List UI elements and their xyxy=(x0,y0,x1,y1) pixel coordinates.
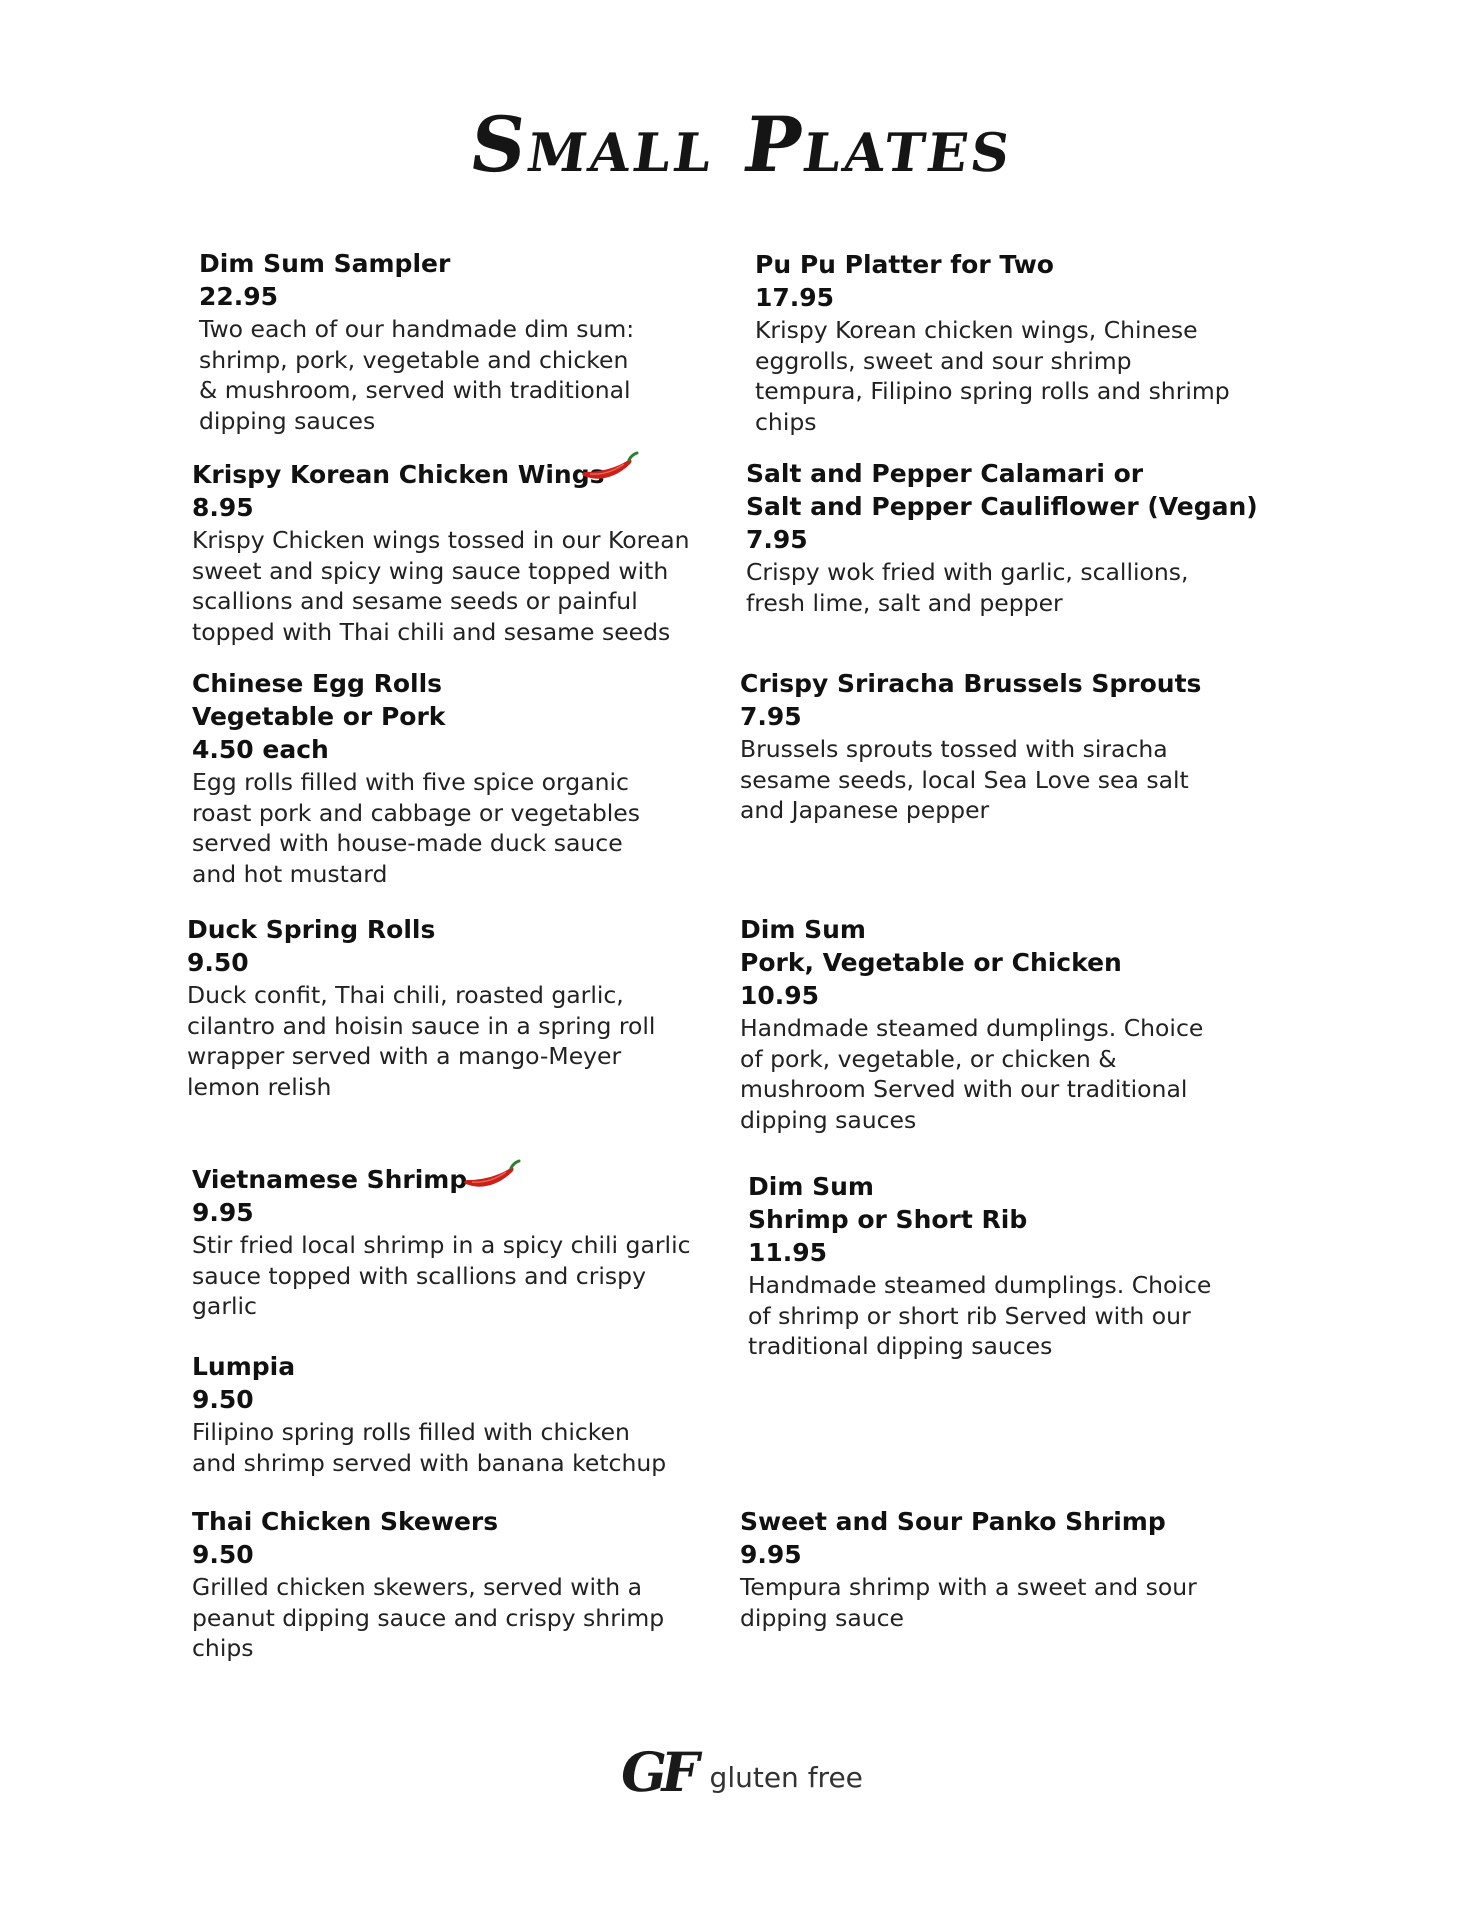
item-price: 4.50 each xyxy=(192,735,329,764)
menu-item-krispy-korean-chicken-wings xyxy=(192,458,732,647)
item-name: Pu Pu Platter for Two xyxy=(755,250,1054,279)
chili-pepper-icon xyxy=(462,1158,522,1192)
gluten-free-logo: GF xyxy=(615,1740,700,1804)
item-name: Vietnamese Shrimp xyxy=(192,1165,468,1194)
item-price: 9.50 xyxy=(187,948,249,977)
item-name: Sweet and Sour Panko Shrimp xyxy=(740,1507,1166,1536)
item-name: Thai Chicken Skewers xyxy=(192,1507,499,1536)
menu-item-crispy-sriracha-brussels-sprouts xyxy=(740,667,1240,826)
item-description: Filipino spring rolls filled with chicken and shrimp served with banana ketchup xyxy=(192,1418,667,1477)
item-description: Handmade steamed dumplings. Choice of pork, vegetable, or chicken & mushroom Served with our traditional dipping sauces xyxy=(740,1014,1204,1134)
item-description: Krispy Chicken wings tossed in our Korean sweet and spicy wing sauce topped with scallions and sesame seeds or painful topped with Thai chili and sesame seeds xyxy=(192,526,690,646)
item-price: 9.95 xyxy=(740,1540,802,1569)
menu-item-dim-sum-shrimp-short-rib xyxy=(748,1170,1268,1362)
item-price: 11.95 xyxy=(748,1238,828,1267)
item-name: Dim Sum Shrimp or Short Rib xyxy=(748,1172,1028,1234)
gluten-free-legend xyxy=(0,1740,1484,1804)
item-price: 9.50 xyxy=(192,1540,254,1569)
item-price: 9.95 xyxy=(192,1198,254,1227)
item-name: Chinese Egg Rolls Vegetable or Pork xyxy=(192,669,446,731)
item-price: 7.95 xyxy=(746,525,808,554)
item-name: Dim Sum Pork, Vegetable or Chicken xyxy=(740,915,1122,977)
item-price: 17.95 xyxy=(755,283,835,312)
chili-pepper-icon xyxy=(580,450,640,484)
menu-item-lumpia xyxy=(192,1350,692,1478)
menu-item-dim-sum-pork-vegetable-chicken xyxy=(740,913,1260,1135)
item-description: Tempura shrimp with a sweet and sour dipping sauce xyxy=(740,1573,1197,1632)
menu-item-pu-pu-platter xyxy=(755,248,1275,437)
item-description: Duck confit, Thai chili, roasted garlic, cilantro and hoisin sauce in a spring roll wrapper served with a mango-Meyer lemon relish xyxy=(187,981,656,1101)
menu-item-dim-sum-sampler xyxy=(199,247,699,436)
item-description: Handmade steamed dumplings. Choice of shrimp or short rib Served with our traditional dipping sauces xyxy=(748,1271,1212,1360)
item-description: Crispy wok fried with garlic, scallions, fresh lime, salt and pepper xyxy=(746,558,1189,617)
item-description: Grilled chicken skewers, served with a peanut dipping sauce and crispy shrimp chips xyxy=(192,1573,665,1662)
item-name: Duck Spring Rolls xyxy=(187,915,436,944)
item-name: Krispy Korean Chicken Wings xyxy=(192,460,605,489)
item-price: 7.95 xyxy=(740,702,802,731)
item-price: 9.50 xyxy=(192,1385,254,1414)
item-description: Egg rolls filled with five spice organic roast pork and cabbage or vegetables served with house-made duck sauce and hot mustard xyxy=(192,768,640,888)
item-name: Salt and Pepper Calamari or Salt and Pepper Cauliflower (Vegan) xyxy=(746,459,1258,521)
menu-item-chinese-egg-rolls xyxy=(192,667,692,889)
menu-item-sweet-and-sour-panko-shrimp xyxy=(740,1505,1240,1633)
menu-item-salt-and-pepper xyxy=(746,457,1286,618)
page-title: Small Plates xyxy=(464,100,1020,189)
item-price: 10.95 xyxy=(740,981,820,1010)
item-name: Lumpia xyxy=(192,1352,296,1381)
item-description: Stir fried local shrimp in a spicy chili garlic sauce topped with scallions and crispy garlic xyxy=(192,1231,691,1320)
gluten-free-label: gluten free xyxy=(709,1760,863,1794)
item-name: Dim Sum Sampler xyxy=(199,249,451,278)
item-description: Brussels sprouts tossed with siracha sesame seeds, local Sea Love sea salt and Japanese pepper xyxy=(740,735,1189,824)
item-price: 22.95 xyxy=(199,282,279,311)
item-description: Krispy Korean chicken wings, Chinese eggrolls, sweet and sour shrimp tempura, Filipino spring rolls and shrimp chips xyxy=(755,316,1230,436)
menu-item-duck-spring-rolls xyxy=(187,913,687,1102)
item-price: 8.95 xyxy=(192,493,254,522)
item-description: Two each of our handmade dim sum: shrimp, pork, vegetable and chicken & mushroom, served with traditional dipping sauces xyxy=(199,315,635,435)
item-name: Crispy Sriracha Brussels Sprouts xyxy=(740,669,1202,698)
menu-item-thai-chicken-skewers xyxy=(192,1505,692,1664)
